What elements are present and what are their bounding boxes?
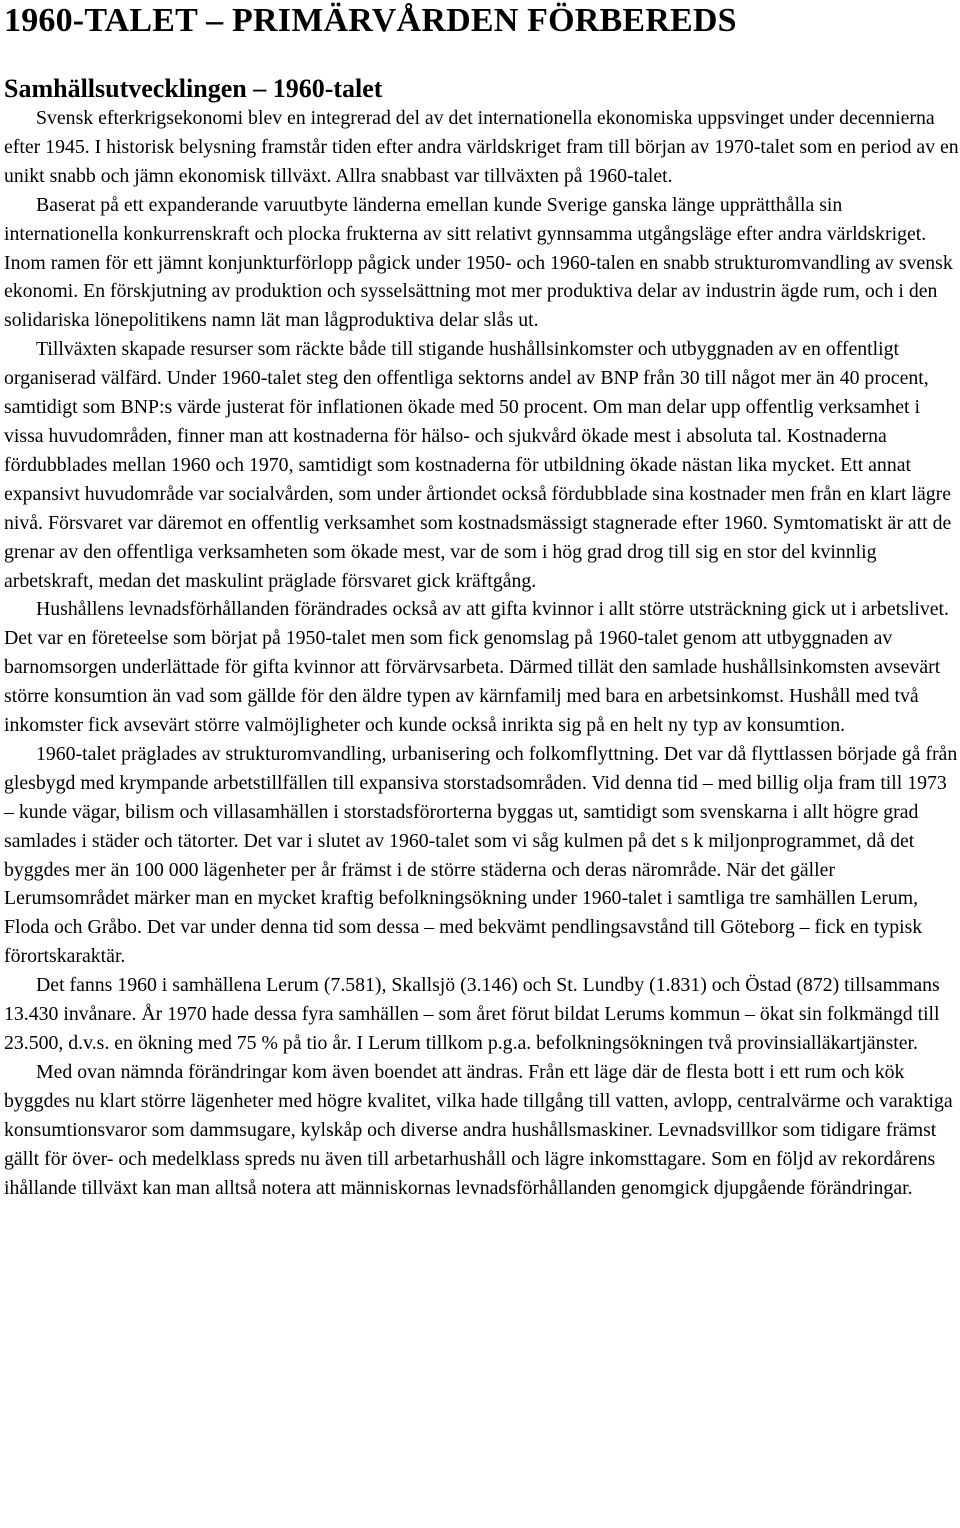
document-body: [4, 104, 959, 1202]
paragraph: 1960-talet präglades av strukturomvandling, urbanisering och folkomflyttning. Det var då flyttlassen började gå från glesbygd med krympande arbetstillfällen till expansiva storstadsområden. Vid denna tid – med billig olja fram till 1973 – kunde vägar, bilism och villasamhällen i storstadsförorterna byggas ut, samtidigt som svenskarna i allt högre grad samlades i städer och tätorter. Det var i slutet av 1960-talet som vi såg kulmen på det s k miljonprogrammet, då det byggdes mer än 100 000 lägenheter per år främst i de större städerna och deras närområde. När det gäller Lerumsområdet märker man en mycket kraftig befolkningsökning under 1960-talet i samtliga tre samhällen Lerum, Floda och Gråbo. Det var under denna tid som dessa – med bekvämt pendlingsavstånd till Göteborg – fick en typisk förortskaraktär.: [4, 742, 958, 968]
document-page: [4, 0, 959, 1202]
page-title: 1960-TALET – PRIMÄRVÅRDEN FÖRBEREDS: [4, 2, 737, 39]
paragraph: Svensk efterkrigsekonomi blev en integrerad del av det internationella ekonomiska uppsvinget under decennierna efter 1945. I historisk belysning framstår tiden efter andra världskriget fram till början av 1970-talet som en period av en unikt snabb och jämn ekonomisk tillväxt. Allra snabbast var tillväxten på 1960-talet.: [4, 107, 959, 187]
paragraph: Baserat på ett expanderande varuutbyte länderna emellan kunde Sverige ganska länge upprätthålla sin internationella konkurrenskraft och plocka frukterna av sitt relativt gynnsamma utgångsläge efter andra världskriget. Inom ramen för ett jämnt konjunkturförlopp pågick under 1950- och 1960-talen en snabb strukturomvandling av svensk ekonomi. En förskjutning av produktion och sysselsättning mot mer produktiva delar av industrin ägde rum, och i den solidariska lönepolitikens namn lät man lågproduktiva delar slås ut.: [4, 193, 953, 332]
section-heading: Samhällsutvecklingen – 1960-talet: [4, 74, 383, 103]
paragraph: Med ovan nämnda förändringar kom även boendet att ändras. Från ett läge där de flesta bott i ett rum och kök byggdes nu klart större lägenheter med högre kvalitet, vilka hade tillgång till vatten, avlopp, centralvärme och varaktiga konsumtionsvaror som dammsugare, kylskåp och diverse andra hushållsmaskiner. Levnadsvillkor som tidigare främst gällt för över- och medelklass spreds nu även till arbetarhushåll och lägre inkomsttagare. Som en följd av rekordårens ihållande tillväxt kan man alltså notera att människornas levnadsförhållanden genomgick djupgående förändringar.: [4, 1060, 953, 1199]
paragraph: Tillväxten skapade resurser som räckte både till stigande hushållsinkomster och utbyggnaden av en offentligt organiserad välfärd. Under 1960-talet steg den offentliga sektorns andel av BNP från 30 till något mer än 40 procent, samtidigt som BNP:s värde justerat för inflationen ökade med 50 procent. Om man delar upp offentlig verksamhet i vissa huvudområden, finner man att kostnaderna för hälso- och sjukvård ökade mest i absoluta tal. Kostnaderna fördubblades mellan 1960 och 1970, samtidigt som kostnaderna för utbildning ökade nästan lika mycket. Ett annat expansivt huvudområde var socialvården, som under årtiondet också fördubblade sina kostnader men från en klart lägre nivå. Försvaret var däremot en offentlig verksamhet som kostnadsmässigt stagnerade efter 1960. Symtomatiskt är att de grenar av den offentliga verksamheten som ökade mest, var de som i hög grad drog till sig en stor del kvinnlig arbetskraft, medan det maskulint präglade försvaret gick kräftgång.: [4, 338, 952, 592]
paragraph: Det fanns 1960 i samhällena Lerum (7.581), Skallsjö (3.146) och St. Lundby (1.831) och Östad (872) tillsammans 13.430 invånare. År 1970 hade dessa fyra samhällen – som året förut bildat Lerums kommun – ökat sin folkmängd till 23.500, d.v.s. en ökning med 75 % på tio år. I Lerum tillkom p.g.a. befolkningsökningen två provinsialläkartjänster.: [4, 974, 940, 1054]
paragraph: Hushållens levnadsförhållanden förändrades också av att gifta kvinnor i allt större utsträckning gick ut i arbetslivet. Det var en företeelse som börjat på 1950-talet men som fick genomslag på 1960-talet genom att utbyggnaden av barnomsorgen underlättade för gifta kvinnor att förvärvsarbeta. Därmed tillät den samlade hushållsinkomsten avsevärt större konsumtion än vad som gällde för den äldre typen av kärnfamilj med bara en arbetsinkomst. Hushåll med två inkomster fick avsevärt större valmöjligheter och kunde också inrikta sig på en helt ny typ av konsumtion.: [4, 598, 949, 737]
